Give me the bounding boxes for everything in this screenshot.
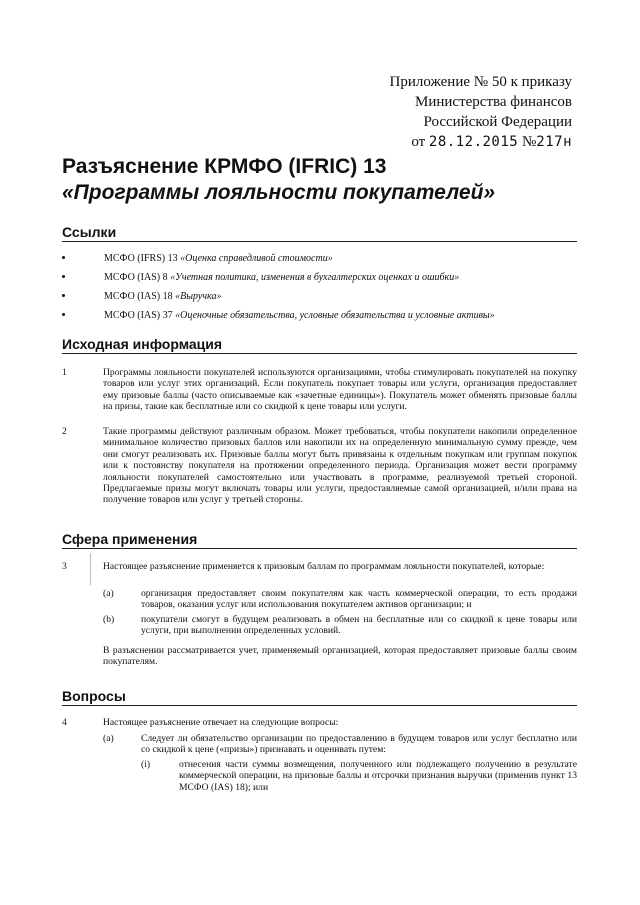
paragraph-3-continuation [62, 645, 577, 668]
standard-code: МСФО (IAS) 18 [104, 291, 173, 302]
appendix-line-1: Приложение № 50 к приказу [389, 74, 572, 90]
references-list [62, 252, 577, 328]
list-item [62, 309, 577, 327]
list-item [62, 252, 577, 270]
paragraph-number: 3 [62, 561, 67, 572]
section-heading-links: Ссылки [62, 224, 577, 242]
number-prefix: № [521, 134, 537, 150]
date-prefix: от [411, 134, 426, 150]
subparagraph-text: покупатели смогут в будущем реализовать в обмен на бесплатные или со скидкой к цене товары или услуги, при выполнении определенных условий. [141, 614, 577, 637]
paragraph-text: Настоящее разъяснение отвечает на следующие вопросы: [103, 717, 339, 728]
paragraph-1 [62, 367, 577, 413]
subparagraph-3b [103, 614, 577, 637]
appendix-line-3: Российской Федерации [423, 114, 572, 130]
paragraph-3 [62, 561, 577, 572]
subparagraph-text: Следует ли обязательство организации по предоставлению в будущем товаров или услуг бесплатно или со скидкой к цене («призы») признавать и оценивать путем: [141, 733, 577, 756]
bullet-icon [62, 256, 65, 259]
paragraph-number: 2 [62, 426, 67, 437]
paragraph-text: Такие программы действуют различным образом. Может требоваться, чтобы покупатели накопили определенное минимальное количество призовых баллов или накопили их на определенную минимальную сумму прежде, чем они смогут реализовать их. Призовые баллы могут быть привязаны к отдельным покупкам или группам покупок или к постоянству покупателя на протяжении определенного периода. Организация может вести программу лояльности покупателей самостоятельно или участвовать в программе, реализуемой третьей стороной. Предлагаемые призы могут включать товары или услуги, предоставляемые самой организацией, и/или права на получение товаров или услуг у третьей стороны. [103, 426, 577, 506]
subparagraph-text: организация предоставляет своим покупателям как часть коммерческой операции, то есть продажи товаров, оказания услуг или использования покупателем активов организации; и [141, 588, 577, 611]
subparagraph-3a [103, 588, 577, 611]
paragraph-number: 4 [62, 717, 67, 728]
document-title [62, 154, 582, 206]
standard-title: «Оценочные обязательства, условные обязательства и условные активы» [175, 310, 495, 321]
standard-code: МСФО (IFRS) 13 [104, 253, 178, 264]
paragraph-text: Программы лояльности покупателей используются организациями, чтобы стимулировать покупателей на покупку товаров или услуг этих организаций. Если покупатель покупает товары или услуги, организация предоставляет ему призовые баллы (часто описываемые как «зачетные единицы»). Покупатель может обменять призовые баллы на призы, такие как бесплатные или со скидкой к цене товары или услуги. [103, 367, 577, 413]
appendix-reference [390, 72, 573, 152]
bullet-icon [62, 313, 65, 316]
order-date: 28.12.2015 [428, 134, 519, 150]
paragraph-2 [62, 426, 577, 506]
list-item [62, 290, 577, 308]
subparagraph-text: отнесения части суммы возмещения, полученного или подлежащего получению в результате коммерческой операции, на призовые баллы и отсрочки признания выручки (применив пункт 13 МСФО (IAS) 18); или [179, 759, 577, 793]
standard-title: «Оценка справедливой стоимости» [180, 253, 333, 264]
paragraph-text: Настоящее разъяснение применяется к призовым баллам по программам лояльности покупателей, которые: [103, 561, 545, 572]
subparagraph-label: (a) [103, 588, 114, 599]
title-line-1: Разъяснение КРМФО (IFRIC) 13 [62, 155, 387, 178]
standard-code: МСФО (IAS) 8 [104, 272, 168, 283]
section-heading-background: Исходная информация [62, 336, 577, 354]
paragraph-number: 1 [62, 367, 67, 378]
appendix-line-2: Министерства финансов [415, 94, 572, 110]
standard-code: МСФО (IAS) 37 [104, 310, 173, 321]
bullet-icon [62, 275, 65, 278]
paragraph-4 [62, 717, 577, 728]
section-heading-issues: Вопросы [62, 688, 577, 706]
title-line-2: «Программы лояльности покупателей» [62, 181, 496, 204]
subparagraph-label: (b) [103, 614, 115, 625]
order-number: 217н [536, 134, 572, 150]
subparagraph-4a [103, 733, 577, 756]
paragraph-text: В разъяснении рассматривается учет, применяемый организацией, которая предоставляет призовые баллы своим покупателям. [103, 645, 577, 668]
standard-title: «Учетная политика, изменения в бухгалтерских оценках и ошибки» [170, 272, 460, 283]
list-item [62, 271, 577, 289]
subparagraph-label: (i) [141, 759, 151, 770]
order-date-line [390, 132, 573, 152]
subparagraph-label: (a) [103, 733, 114, 744]
section-heading-scope: Сфера применения [62, 531, 577, 549]
bullet-icon [62, 294, 65, 297]
subparagraph-4a-i [141, 759, 577, 793]
standard-title: «Выручка» [175, 291, 222, 302]
